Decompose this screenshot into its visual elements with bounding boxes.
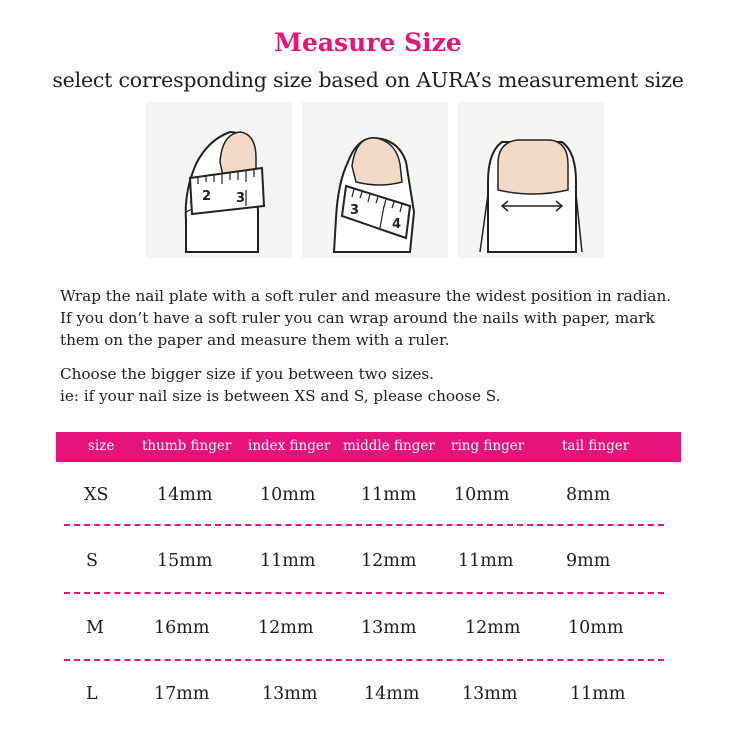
instruction-line: them on the paper and measure them with a ruler. (60, 331, 450, 349)
instruction-line: If you don’t have a soft ruler you can wrap around the nails with paper, mark (60, 309, 655, 327)
cell-middle: 11mm (361, 485, 417, 505)
ruler-label-3: 3 (236, 191, 246, 206)
cell-size: S (86, 551, 98, 571)
size-row-l (0, 679, 736, 709)
cell-middle: 14mm (364, 684, 420, 704)
header-index-finger: index finger (248, 438, 331, 454)
thumb-measure-illustration (146, 102, 292, 258)
cell-tail: 8mm (566, 485, 611, 505)
cell-size: L (86, 684, 98, 704)
cell-thumb: 15mm (157, 551, 213, 571)
cell-index: 10mm (260, 485, 316, 505)
row-divider (64, 659, 664, 661)
header-middle-finger: middle finger (343, 438, 435, 454)
row-divider (64, 592, 664, 594)
instructions-paragraph-2 (60, 363, 720, 407)
cell-ring: 10mm (454, 485, 510, 505)
cell-ring: 13mm (462, 684, 518, 704)
size-row-s (0, 546, 736, 576)
header-size: size (88, 438, 115, 454)
row-divider (64, 524, 664, 526)
header-tail-finger: tail finger (562, 438, 630, 454)
cell-tail: 11mm (570, 684, 626, 704)
cell-tail: 9mm (566, 551, 611, 571)
size-row-m (0, 613, 736, 643)
cell-thumb: 16mm (154, 618, 210, 638)
cell-ring: 12mm (465, 618, 521, 638)
nail-width-illustration (458, 102, 604, 258)
ruler-label-3: 3 (350, 203, 360, 218)
size-row-xs (0, 480, 736, 510)
index-measure-illustration (302, 102, 448, 258)
cell-index: 13mm (262, 684, 318, 704)
cell-thumb: 14mm (157, 485, 213, 505)
instructions-paragraph-1 (60, 285, 720, 351)
cell-middle: 13mm (361, 618, 417, 638)
cell-size: M (86, 618, 104, 638)
cell-index: 12mm (258, 618, 314, 638)
instruction-line: Wrap the nail plate with a soft ruler and measure the widest position in radian. (60, 287, 672, 305)
header-thumb-finger: thumb finger (142, 438, 232, 454)
header-ring-finger: ring finger (451, 438, 525, 454)
ruler-label-4: 4 (392, 217, 402, 232)
cell-middle: 12mm (361, 551, 417, 571)
page-subtitle: select corresponding size based on AURA’s measurement size (52, 68, 684, 92)
instruction-line: Choose the bigger size if you between two sizes. (60, 365, 434, 383)
size-table-header (56, 432, 681, 462)
page-title: Measure Size (274, 28, 462, 57)
cell-index: 11mm (260, 551, 316, 571)
instruction-line: ie: if your nail size is between XS and S, please choose S. (60, 387, 501, 405)
cell-thumb: 17mm (154, 684, 210, 704)
cell-ring: 11mm (458, 551, 514, 571)
ruler-label-2: 2 (202, 189, 212, 204)
cell-size: XS (84, 485, 109, 505)
cell-tail: 10mm (568, 618, 624, 638)
